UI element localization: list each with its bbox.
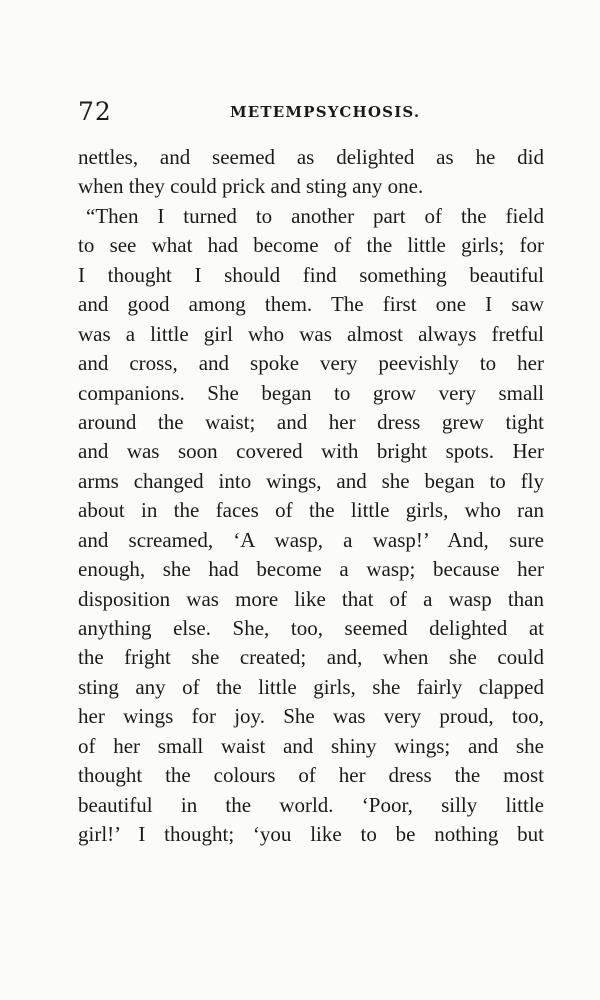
running-title: METEMPSYCHOSIS. (230, 103, 421, 121)
text-line: her wings for joy. She was very proud, too, (78, 704, 544, 729)
text-line: and cross, and spoke very peevishly to her (78, 351, 544, 376)
text-line: arms changed into wings, and she began to fly (78, 468, 544, 493)
text-line: nettles, and seemed as delighted as he did (78, 145, 544, 169)
text-line: companions. She began to grow very small (78, 380, 544, 405)
text-line: and was soon covered with bright spots. Her (78, 439, 544, 464)
text-line: when they could prick and sting any one. (78, 174, 424, 199)
text-line: disposition was more like that of a wasp than (78, 586, 544, 611)
text-line: about in the faces of the little girls, who ran (78, 498, 544, 523)
text-line: around the waist; and her dress grew tight (78, 409, 544, 434)
text-line: to see what had become of the little girls; for (78, 233, 544, 258)
running-head (78, 95, 544, 129)
text-line: the fright she created; and, when she could (78, 645, 544, 670)
text-line: was a little girl who was almost always fretful (78, 321, 544, 346)
body-text (78, 143, 544, 850)
text-line: and good among them. The first one I saw (78, 292, 544, 317)
text-line: girl!’ I thought; ‘you like to be nothing but (78, 822, 544, 847)
text-line: enough, she had become a wasp; because her (78, 557, 544, 582)
text-line: “Then I turned to another part of the field (86, 203, 544, 228)
text-line: anything else. She, too, seemed delighted at (78, 616, 544, 640)
text-line: thought the colours of her dress the most (78, 763, 544, 788)
text-line: beautiful in the world. ‘Poor, silly little (78, 792, 544, 817)
page-number: 72 (78, 97, 112, 126)
text-line: I thought I should find something beautiful (78, 262, 544, 287)
text-line: sting any of the little girls, she fairly clapped (78, 674, 544, 699)
text-line: of her small waist and shiny wings; and she (78, 733, 544, 758)
text-line: and screamed, ‘A wasp, a wasp!’ And, sure (78, 527, 544, 552)
